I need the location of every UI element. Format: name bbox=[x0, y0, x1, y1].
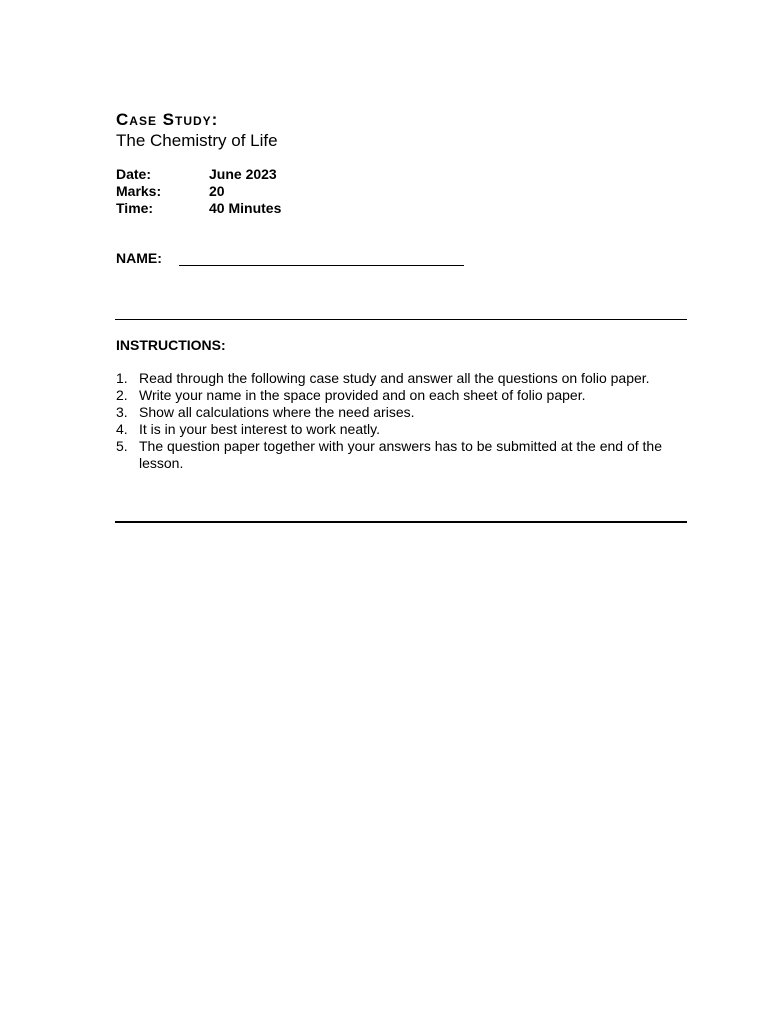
instruction-number: 4. bbox=[116, 421, 128, 437]
exam-details bbox=[116, 166, 281, 217]
time-value: 40 Minutes bbox=[209, 200, 282, 216]
instruction-text: It is in your best interest to work neatly. bbox=[139, 421, 380, 437]
instruction-number: 3. bbox=[116, 404, 128, 420]
instructions-list bbox=[116, 370, 686, 472]
name-blank-line[interactable] bbox=[179, 265, 464, 266]
name-label: NAME: bbox=[116, 250, 162, 266]
case-study-heading: Case Study: bbox=[116, 110, 219, 129]
date-row bbox=[116, 166, 281, 183]
instruction-text: Read through the following case study and answer all the questions on folio paper. bbox=[139, 370, 650, 386]
marks-value: 20 bbox=[209, 183, 225, 199]
time-row bbox=[116, 200, 281, 217]
instruction-item bbox=[116, 421, 686, 438]
instruction-item bbox=[116, 404, 686, 421]
instruction-number: 1. bbox=[116, 370, 128, 386]
instruction-item bbox=[116, 387, 686, 404]
instruction-text: Show all calculations where the need arises. bbox=[139, 404, 415, 420]
instruction-text: The question paper together with your answers has to be submitted at the end of the lesson. bbox=[139, 438, 662, 471]
bottom-divider bbox=[115, 521, 687, 523]
date-label: Date: bbox=[116, 166, 152, 182]
instructions-heading: INSTRUCTIONS: bbox=[116, 337, 226, 353]
instruction-number: 2. bbox=[116, 387, 128, 403]
instruction-item bbox=[116, 438, 686, 472]
time-label: Time: bbox=[116, 200, 154, 216]
instruction-number: 5. bbox=[116, 438, 128, 454]
top-divider bbox=[115, 319, 687, 320]
marks-row bbox=[116, 183, 281, 200]
case-study-title: The Chemistry of Life bbox=[116, 131, 278, 150]
instruction-item bbox=[116, 370, 686, 387]
marks-label: Marks: bbox=[116, 183, 162, 199]
instruction-text: Write your name in the space provided and on each sheet of folio paper. bbox=[139, 387, 586, 403]
date-value: June 2023 bbox=[209, 166, 277, 182]
